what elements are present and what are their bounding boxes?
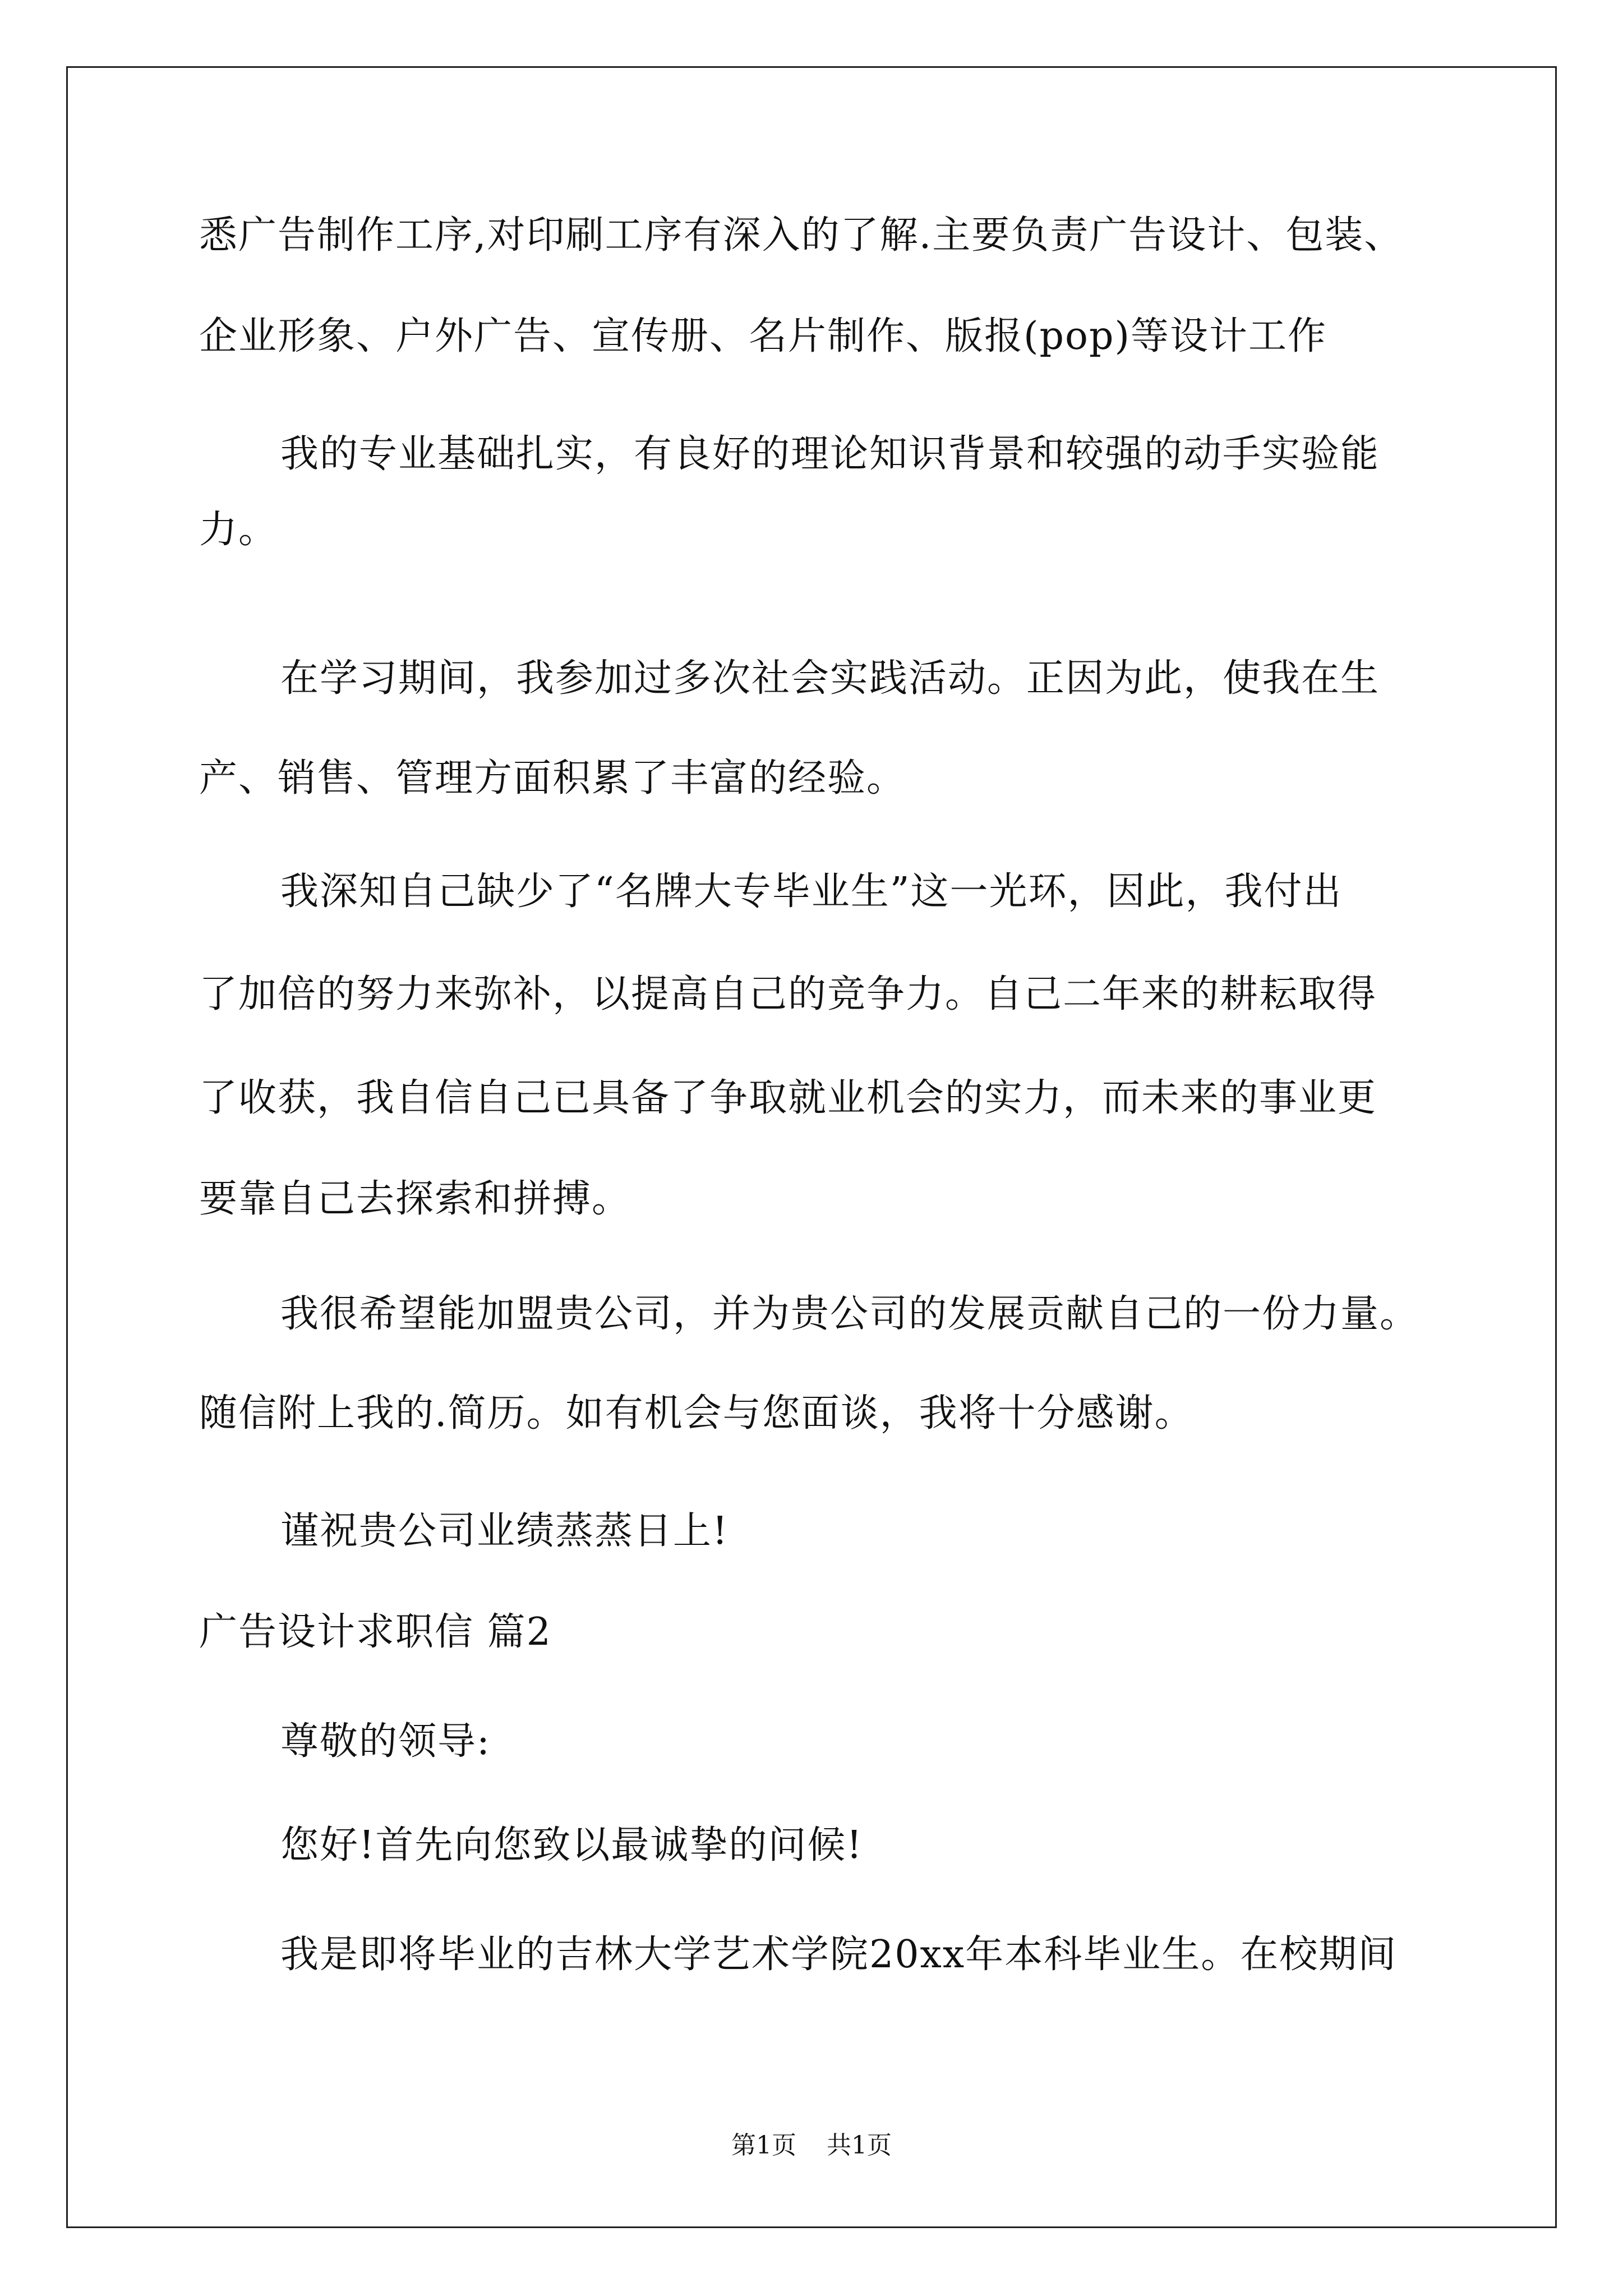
- page-number: 第1页: [731, 2131, 796, 2160]
- body-line-13: 谨祝贵公司业绩蒸蒸日上!: [280, 1509, 729, 1553]
- body-line-7: 我深知自己缺少了“名牌大专毕业生”这一光环，因此，我付出: [280, 869, 1343, 914]
- body-line-5: 在学习期间，我参加过多次社会实践活动。正因为此，使我在生: [280, 656, 1380, 701]
- body-line-17: 我是即将毕业的吉林大学艺术学院20xx年本科毕业生。在校期间: [280, 1932, 1398, 1977]
- body-line-4: 力。: [199, 508, 278, 552]
- greeting: 您好!首先向您致以最诚挚的问候!: [280, 1823, 863, 1867]
- body-line-8: 了加倍的努力来弥补，以提高自己的竞争力。自己二年来的耕耘取得: [199, 972, 1377, 1016]
- body-line-6: 产、销售、管理方面积累了丰富的经验。: [199, 756, 906, 800]
- body-line-1: 悉广告制作工序,对印刷工序有深入的了解.主要负责广告设计、包装、: [199, 213, 1404, 257]
- section-heading: 广告设计求职信 篇2: [199, 1610, 552, 1654]
- body-line-10: 要靠自己去探索和拼搏。: [199, 1177, 631, 1221]
- body-line-3: 我的专业基础扎实，有良好的理论知识背景和较强的动手实验能: [280, 432, 1380, 476]
- body-line-2: 企业形象、户外广告、宣传册、名片制作、版报(pop)等设计工作: [199, 314, 1327, 358]
- page-total: 共1页: [827, 2131, 892, 2160]
- body-line-11: 我很希望能加盟贵公司，并为贵公司的发展贡献自己的一份力量。: [280, 1292, 1419, 1336]
- page-footer: [0, 2129, 1623, 2162]
- salutation: 尊敬的领导:: [280, 1719, 491, 1764]
- page-border: [66, 66, 1557, 2228]
- body-line-12: 随信附上我的.简历。如有机会与您面谈，我将十分感谢。: [199, 1391, 1194, 1435]
- body-line-9: 了收获，我自信自己已具备了争取就业机会的实力，而未来的事业更: [199, 1076, 1377, 1120]
